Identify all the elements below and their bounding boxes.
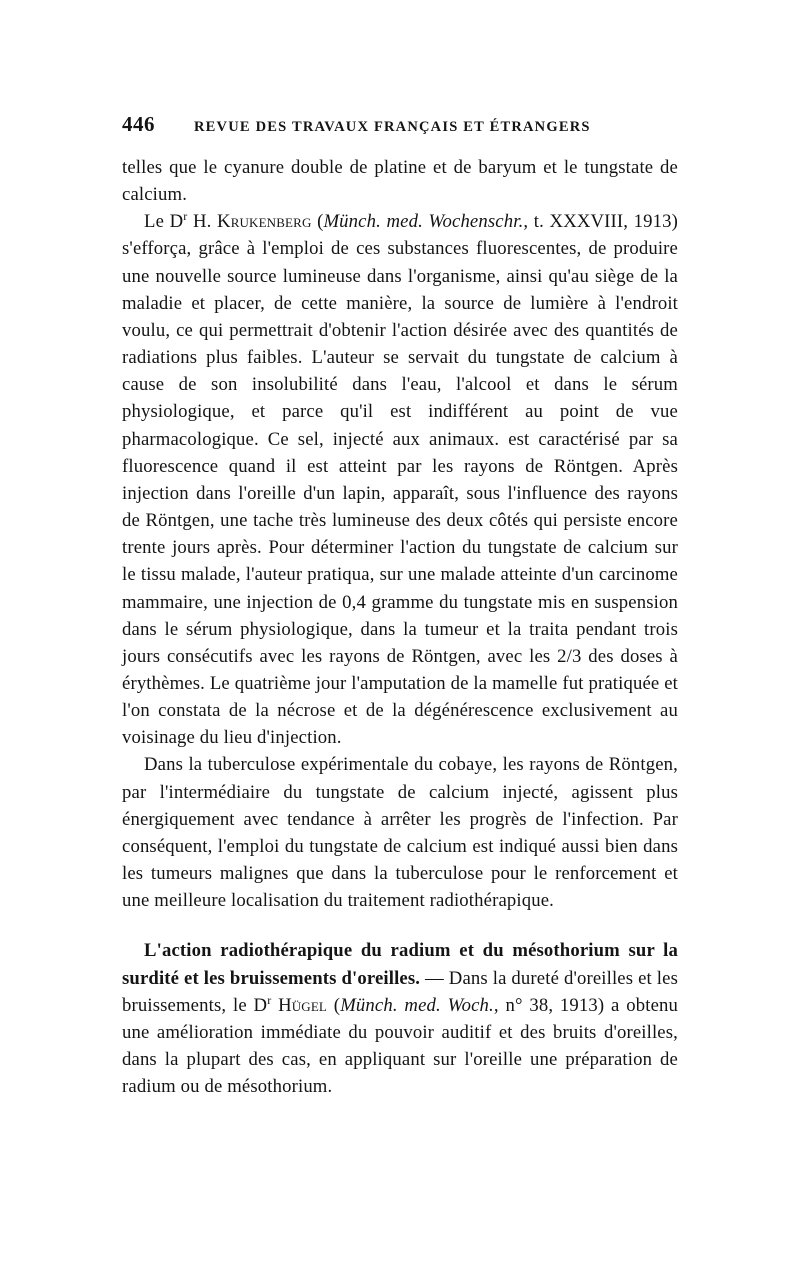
paren-open-2: ( [327,994,341,1016]
paragraph-4-text: , n° 38, 1913) a obtenu une amélioration immédiate du pouvoir auditif et des bruits d'oreilles, dans la plupart des cas, en appliquant sur l'oreille une préparation de radium ou de mésothorium. [122,994,679,1098]
paragraph-4 [122,937,678,1100]
journal-citation: Münch. med. Wochenschr. [323,211,524,233]
doctor-abbrev-sup: r [183,209,188,224]
author-name-2: Hügel [271,994,328,1016]
journal-citation-2: Münch. med. Woch. [340,994,494,1016]
section-heading: L'action radiothérapique du radium et du mésothorium sur la surdité et les bruissements d'oreilles. [122,940,678,989]
doctor-abbrev-sup-2: r [267,992,272,1007]
paragraph-2 [122,208,678,751]
paragraph-2-text: , t. XXXVIII, 1913) s'efforça, grâce à l'emploi de ces substances fluorescentes, de produire une nouvelle source lumineuse dans l'organisme, ainsi qu'au siège de la maladie et placer, de cette manière, la source de lumière à l'endroit voulu, ce qui permettrait d'obtenir l'action désirée avec des quantités de radiations plus faibles. L'auteur se servait du tungstate de calcium à cause de son insolubilité dans l'eau, l'alcool et dans le sérum physiologique, et parce qu'il est indifférent au point de vue pharmacologique. Ce sel, injecté aux animaux. est caractérisé par sa fluorescence quand il est atteint par les rayons de Röntgen. Après injection dans l'oreille d'un lapin, apparaît, sous l'influence des rayons de Röntgen, une tache très lumineuse des deux côtés qui persiste encore trente jours après. Pour déterminer l'action du tungstate de calcium sur le tissu malade, l'auteur pratiqua, sur une malade atteinte d'un carcinome mammaire, une injection de 0,4 gramme du tungstate mis en suspension dans le sérum physiologique, dans la tumeur et la traita pendant trois jours consécutifs avec les rayons de Röntgen, avec les 2/3 des doses à érythèmes. Le quatrième jour l'amputation de la mamelle fut pratiquée et l'on constata de la nécrose et de la dégénérescence exclusivement au voisinage du lieu d'injection. [122,211,679,749]
paragraph-2-lead: Le D [144,211,184,233]
running-header [122,112,678,142]
running-title: REVUE DES TRAVAUX FRANÇAIS ET ÉTRANGERS [194,119,591,135]
document-page [122,112,678,1100]
paragraph-3 [122,751,678,914]
page-number: 446 [122,112,155,136]
paragraph-1 [122,154,678,208]
paren-open: ( [311,211,324,233]
paragraph-3-text: Dans la tuberculose expérimentale du cobaye, les rayons de Röntgen, par l'intermédiaire du tungstate de calcium injecté, agissent plus énergiquement avec tendance à arrêter les progrès de l'infection. Par conséquent, l'emploi du tungstate de calcium est indiqué aussi bien dans les tumeurs malignes que dans la tuberculose pour le renforcement et une meilleure localisation du traitement radiothérapique. [122,754,678,912]
paragraph-4-lead: — Dans la dureté d'oreilles et les bruissements, le D [122,967,678,1016]
body-text [122,154,678,1100]
author-name: H. Krukenberg [193,211,312,233]
paragraph-1-text: telles que le cyanure double de platine et de baryum et le tungstate de calcium. [122,157,678,206]
